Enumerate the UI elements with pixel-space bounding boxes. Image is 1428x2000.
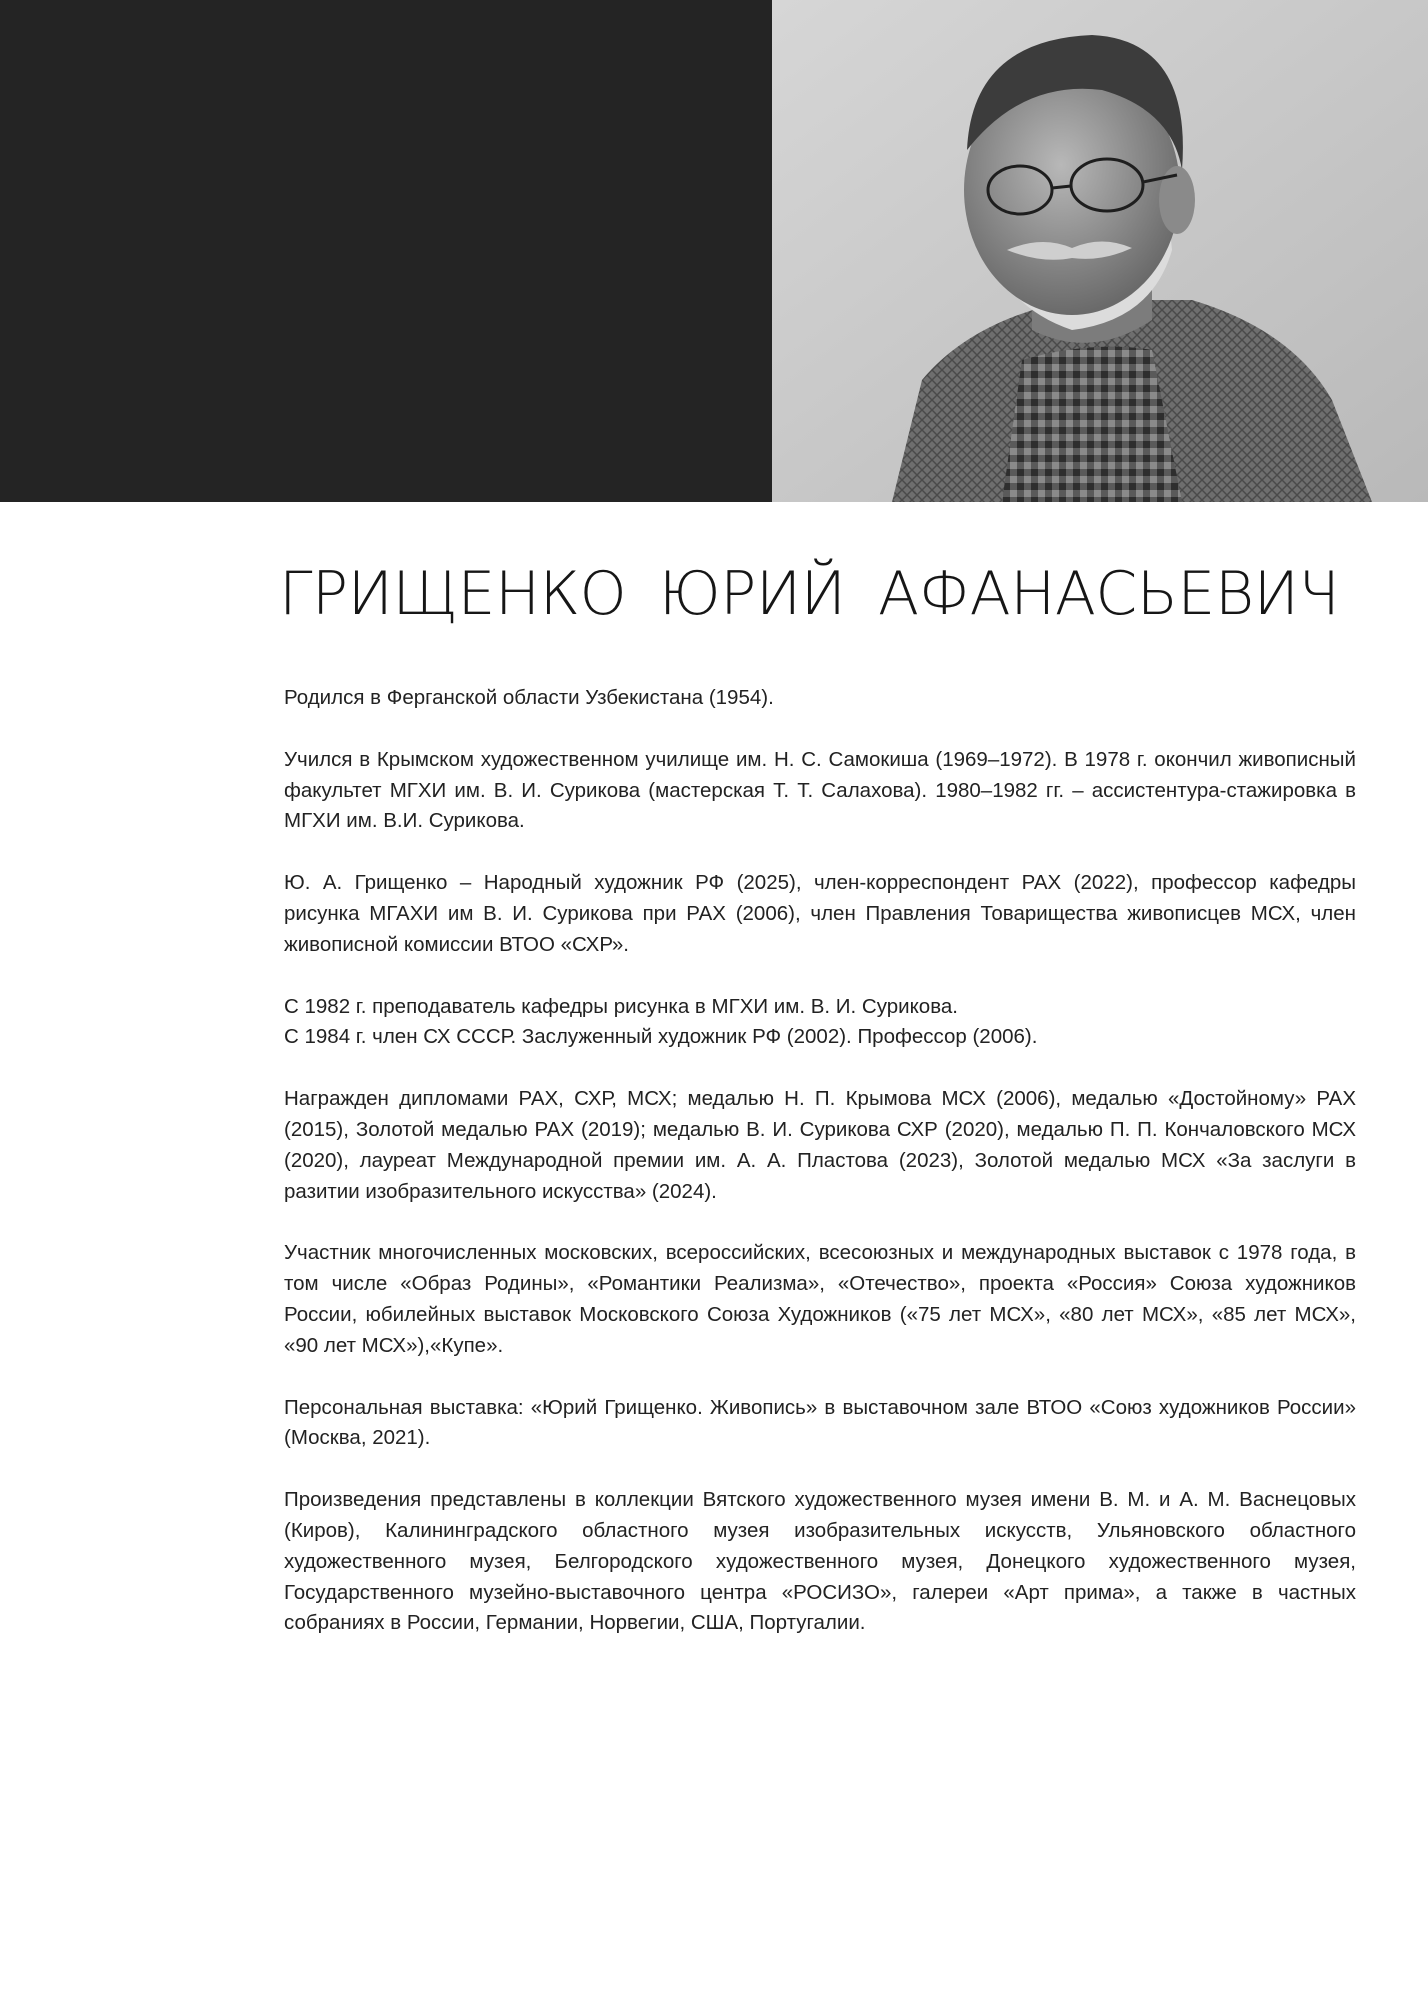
portrait-photo — [772, 0, 1428, 502]
bio-paragraph-collections: Произведения представлены в коллекции Вятского художественного музея имени В. М. и А. М. Васнецовых (Киров), Калининградского областного музея изобразительных искусств, Ульяновского областного художественного музея, Белгородского художественного музея, Донецкого художественного музея, Государственного музейно-выставочного центра «РОСИЗО», галереи «Арт прима», а также в частных собраниях в России, Германии, Норвегии, США, Португалии. — [284, 1488, 1356, 1635]
header-band — [0, 0, 1428, 502]
page-title: ГРИЩЕНКО ЮРИЙ АФАНАСЬЕВИЧ — [279, 559, 1340, 629]
bio-paragraph-awards: Награжден дипломами РАХ, СХР, МСХ; медалью Н. П. Крымова МСХ (2006), медалью «Достойному» РАХ (2015), Золотой медалью РАХ (2019); медалью В. И. Сурикова СХР (2020), медалью П. П. Кончаловского МСХ (2020), лауреат Международной премии им. А. А. Пластова (2023), Золотой медалью МСХ «За заслуги в разитии изобразительного искусства» (2024). — [284, 1087, 1356, 1203]
dark-panel — [0, 0, 772, 502]
biography — [284, 683, 1356, 1670]
bio-paragraph-solo-show: Персональная выставка: «Юрий Грищенко. Живопись» в выставочном зале ВТОО «Союз художников России» (Москва, 2021). — [284, 1395, 1356, 1450]
bio-line-membership: С 1984 г. член СХ СССР. Заслуженный художник РФ (2002). Профессор (2006). — [284, 1025, 1038, 1049]
bio-paragraph-birth: Родился в Ферганской области Узбекистана (1954). — [284, 686, 774, 709]
portrait-illustration — [772, 0, 1428, 502]
bio-line-teaching: С 1982 г. преподаватель кафедры рисунка в МГХИ им. В. И. Сурикова. — [284, 994, 958, 1018]
bio-paragraph-education: Учился в Крымском художественном училище им. Н. С. Самокиша (1969–1972). В 1978 г. окончил живописный факультет МГХИ им. В. И. Сурикова (мастерская Т. Т. Салахова). 1980–1982 гг. – ассистентура-стажировка в МГХИ им. В.И. Сурикова. — [284, 747, 1356, 833]
bio-paragraph-titles: Ю. А. Грищенко – Народный художник РФ (2025), член-корреспондент РАХ (2022), профессор кафедры рисунка МГАХИ им В. И. Сурикова при РАХ (2006), член Правления Товарищества живописцев МСХ, член живописной комиссии ВТОО «СХР». — [284, 871, 1356, 956]
bio-paragraph-exhibitions: Участник многочисленных московских, всероссийских, всесоюзных и международных выставок с 1978 года, в том числе «Образ Родины», «Романтики Реализма», «Отечество», проекта «Россия» Союза художников России, юбилейных выставок Московского Союза Художников («75 лет МСХ», «80 лет МСХ», «85 лет МСХ», «90 лет МСХ»),«Купе». — [284, 1241, 1356, 1357]
